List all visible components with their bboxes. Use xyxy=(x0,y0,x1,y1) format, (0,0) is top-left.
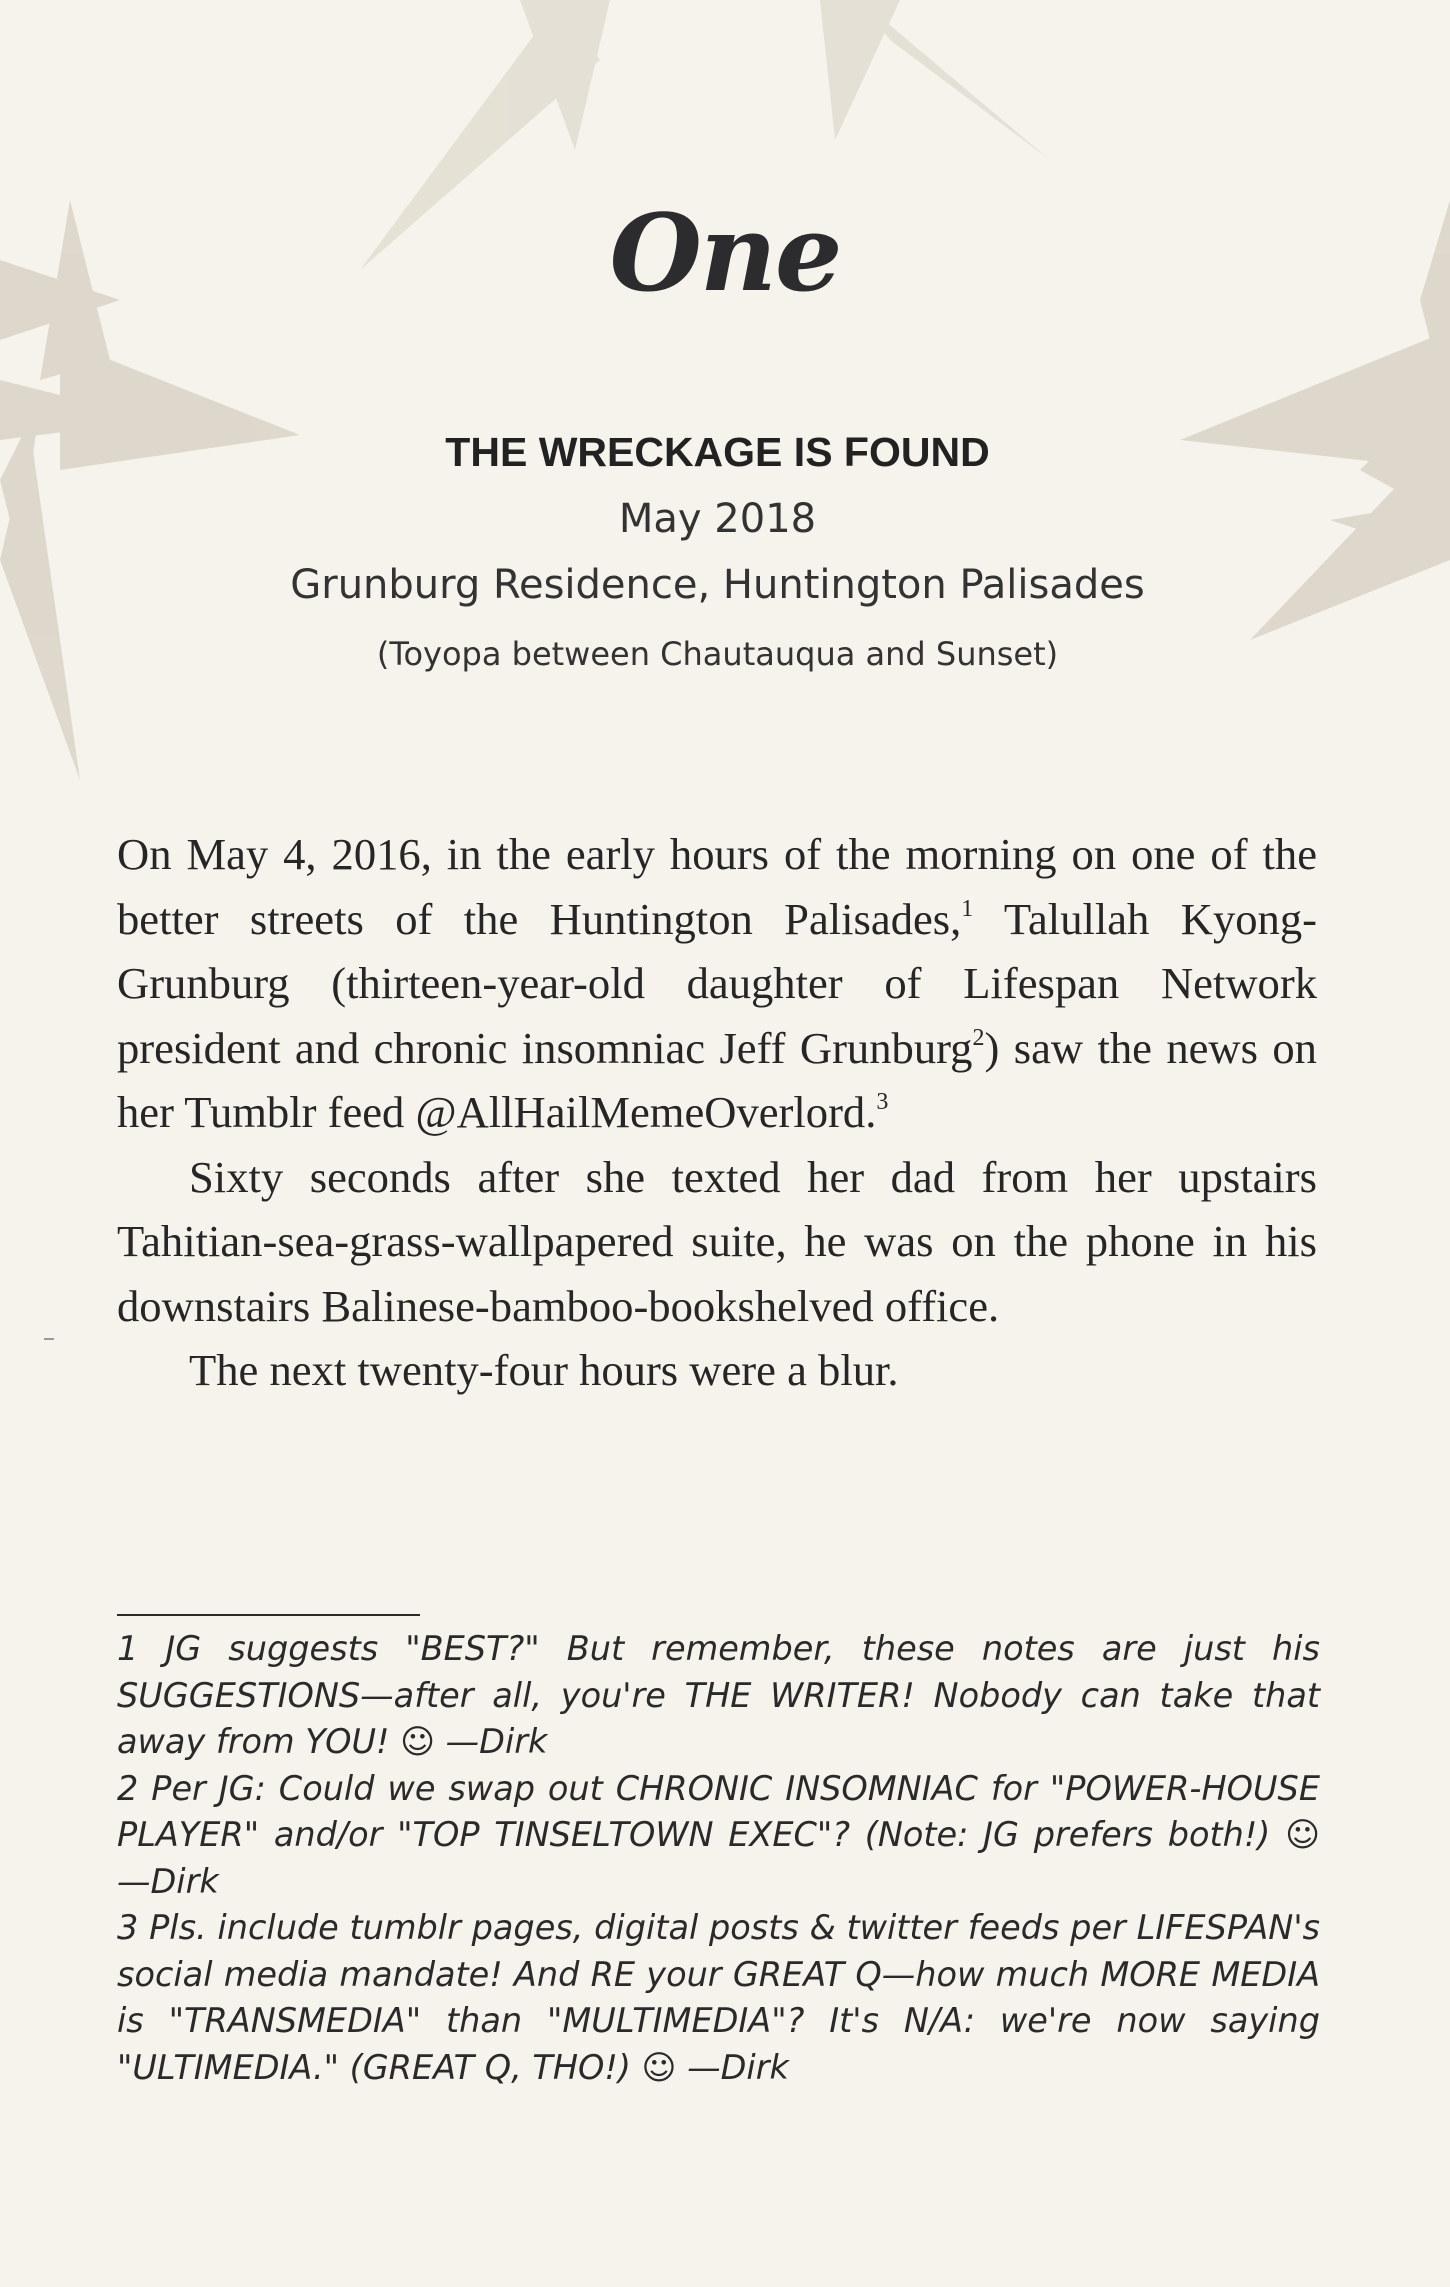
footnotes xyxy=(117,1626,1320,2091)
footnote: 3 Pls. include tumblr pages, digital posts & twitter feeds per LIFESPAN's social media mandate! And RE your GREAT Q—how much MORE MEDIA is "TRANSMEDIA" than "MULTIMEDIA"? It's N/A: we're now saying "ULTIMEDIA." (GREAT Q, THO!) ☺ —Dirk xyxy=(117,1908,1320,2087)
footnote: 2 Per JG: Could we swap out CHRONIC INSOMNIAC for "POWER-HOUSE PLAYER" and/or "TOP TINSELTOWN EXEC"? (Note: JG prefers both!) ☺ —Dirk xyxy=(117,1768,1320,1901)
section-date: May 2018 xyxy=(618,496,817,542)
footnote-ref: 1 xyxy=(961,895,974,922)
stray-mark xyxy=(44,1338,54,1340)
body-text xyxy=(117,822,1317,1403)
footnote: 1 JG suggests "BEST?" But remember, these notes are just his SUGGESTIONS—after all, you're THE WRITER! Nobody can take that away from YOU! ☺ —Dirk xyxy=(117,1629,1320,1761)
footnote-ref: 3 xyxy=(876,1089,889,1115)
paragraph-text: ) saw the news on her Tumblr feed @AllHailMemeOverlord. xyxy=(117,1022,1317,1137)
paragraph: The next twenty-four hours were a blur. xyxy=(189,1345,899,1395)
footnote-ref: 2 xyxy=(972,1024,985,1051)
paragraph xyxy=(117,822,1317,1145)
chapter-title: One xyxy=(609,190,841,315)
section-heading: THE WRECKAGE IS FOUND xyxy=(445,429,990,475)
paragraph-text: Talullah Kyong-Grunburg (thirteen-year-old daughter of Lifespan Network president and chronic insomniac Jeff Grunburg xyxy=(117,893,1317,1073)
paragraph-text: On May 4, 2016, in the early hours of the morning on one of the better streets of the Huntington Palisades, xyxy=(117,829,1317,944)
section-location: Grunburg Residence, Huntington Palisades xyxy=(290,562,1145,608)
section-cross-streets: (Toyopa between Chautauqua and Sunset) xyxy=(376,635,1059,673)
paragraph: Sixty seconds after she texted her dad from her upstairs Tahitian-sea-grass-wallpapered suite, he was on the phone in his downstairs Balinese-bamboo-bookshelved office. xyxy=(117,1151,1317,1331)
footnote-divider xyxy=(117,1614,420,1616)
